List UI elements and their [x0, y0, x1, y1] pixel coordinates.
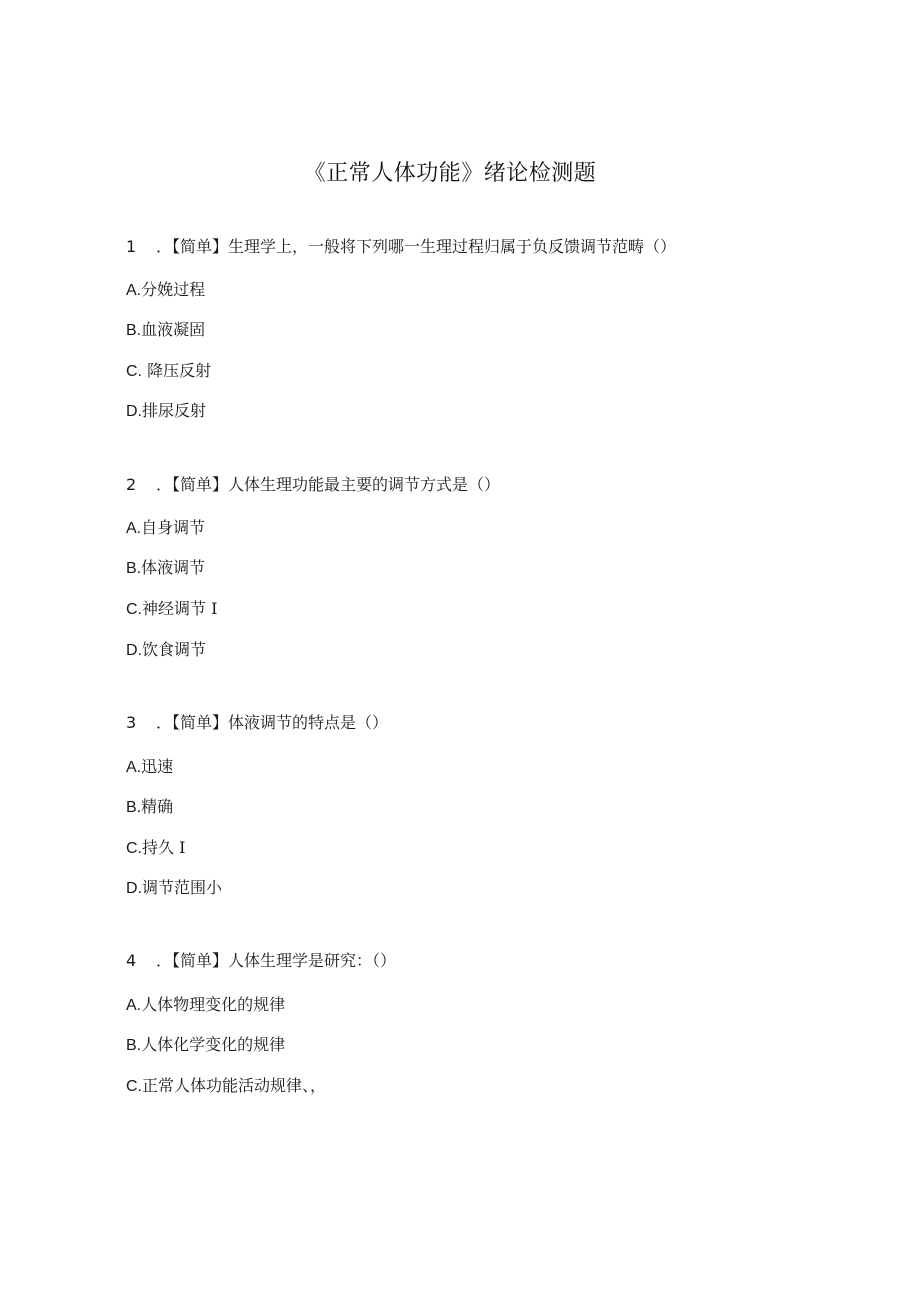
option-letter: B. — [126, 322, 142, 339]
question-1 — [126, 236, 676, 258]
option-letter: D. — [126, 403, 142, 420]
option-letter: A. — [126, 282, 142, 299]
option-4b — [126, 1034, 285, 1057]
option-2b — [126, 557, 205, 580]
option-1a — [126, 279, 205, 302]
option-text: 饮食调节 — [142, 640, 207, 659]
question-3 — [126, 712, 388, 734]
question-text: 体液调节的特点是（） — [228, 713, 389, 732]
question-text: 人体生理学是研究：（） — [228, 951, 397, 970]
question-number: 1 — [126, 237, 137, 256]
question-tag: ．【简单】 — [156, 951, 229, 970]
option-text: 自身调节 — [141, 518, 206, 537]
question-tag: ．【简单】 — [156, 237, 229, 256]
option-2a — [126, 517, 205, 540]
option-text: 排尿反射 — [142, 401, 207, 420]
option-text: 血液凝固 — [141, 320, 206, 339]
option-text: 神经调节 I — [142, 599, 218, 618]
option-letter: B. — [126, 1037, 142, 1054]
option-text: 持久 I — [142, 838, 186, 857]
question-number: 3 — [126, 713, 137, 732]
option-1c — [126, 360, 211, 383]
question-tag: ．【简单】 — [156, 713, 229, 732]
page-title: 《正常人体功能》绪论检测题 — [303, 161, 597, 186]
option-letter: C. — [126, 840, 142, 857]
question-number: 2 — [126, 475, 137, 494]
option-text: 精确 — [141, 797, 174, 816]
option-text: 体液调节 — [141, 558, 206, 577]
option-2c — [126, 598, 217, 621]
option-letter: C. — [126, 363, 142, 380]
option-1b — [126, 319, 205, 342]
option-text: 降压反射 — [142, 361, 212, 380]
option-1d — [126, 400, 206, 423]
question-4 — [126, 950, 396, 972]
question-number: 4 — [126, 951, 137, 970]
option-2d — [126, 639, 206, 662]
question-text: 生理学上，一般将下列哪一生理过程归属于负反馈调节范畴（） — [228, 237, 677, 256]
option-text: 迅速 — [141, 757, 174, 776]
option-letter: C. — [126, 601, 142, 618]
option-letter: A. — [126, 520, 142, 537]
option-text: 正常人体功能活动规律、， — [142, 1076, 327, 1095]
option-3d — [126, 877, 222, 900]
option-letter: D. — [126, 880, 142, 897]
option-3c — [126, 837, 185, 860]
option-letter: B. — [126, 560, 142, 577]
option-text: 人体物理变化的规律 — [141, 995, 286, 1014]
option-4c — [126, 1075, 326, 1098]
option-3a — [126, 756, 173, 779]
question-2 — [126, 474, 500, 496]
option-text: 人体化学变化的规律 — [141, 1035, 286, 1054]
question-tag: ．【简单】 — [156, 475, 229, 494]
option-letter: B. — [126, 799, 142, 816]
option-text: 分娩过程 — [141, 280, 206, 299]
option-text: 调节范围小 — [142, 878, 223, 897]
option-letter: A. — [126, 997, 142, 1014]
question-text: 人体生理功能最主要的调节方式是（） — [228, 475, 501, 494]
option-letter: A. — [126, 759, 142, 776]
option-4a — [126, 994, 285, 1017]
option-letter: D. — [126, 642, 142, 659]
option-letter: C. — [126, 1078, 142, 1095]
option-3b — [126, 796, 173, 819]
